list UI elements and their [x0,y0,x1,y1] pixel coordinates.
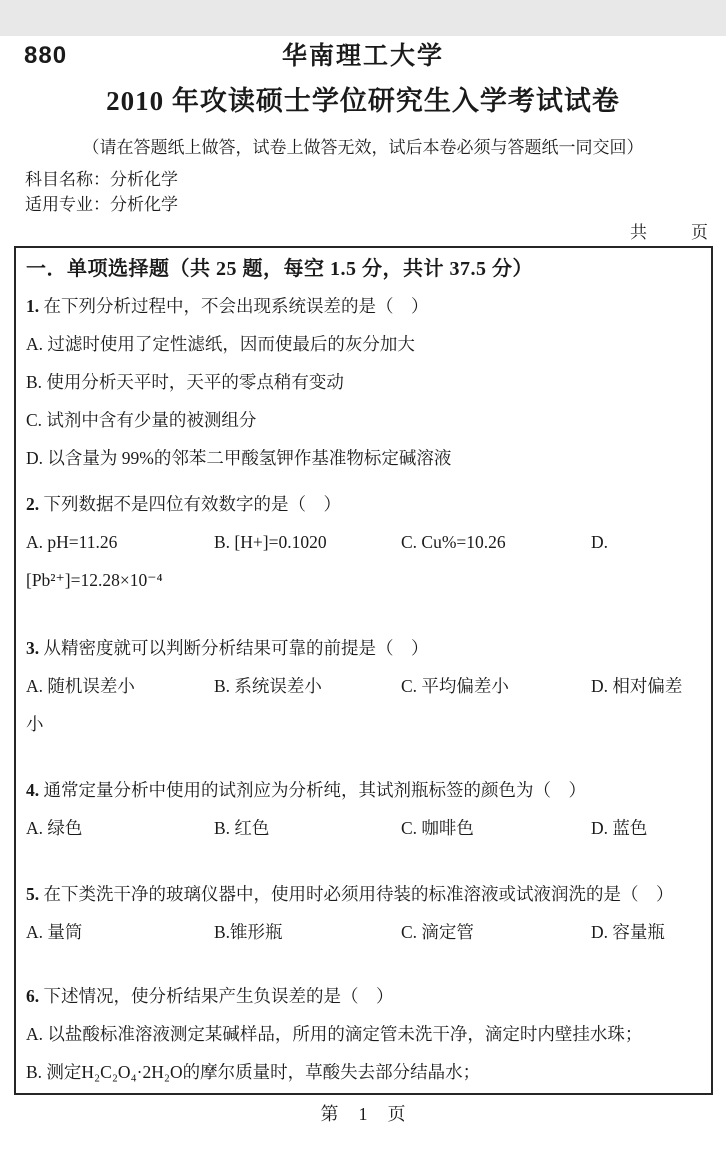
exam-title: 2010 年攻读硕士学位研究生入学考试试卷 [106,86,620,116]
option-b: B. 系统误差小 [214,676,322,696]
question-number: 4. [26,780,40,800]
question-5 [26,875,701,951]
option-a: A. 以盐酸标准溶液测定某碱样品，所用的滴定管未洗干净，滴定时内壁挂水珠； [26,1024,643,1044]
answer-sheet-notice: （请在答题纸上做答，试卷上做答无效，试后本卷必须与答题纸一同交回） [82,138,644,157]
question-number: 1. [26,296,40,316]
exam-meta [25,167,726,217]
option-a: A. 量筒 [26,922,83,942]
question-stem: 下列数据不是四位有效数字的是（ ） [39,494,341,514]
section-title: 一．单项选择题（共 25 题，每空 1.5 分，共计 37.5 分） [26,258,533,280]
total-pages-line [0,218,708,243]
question-text [26,771,701,809]
option-c: C. 咖啡色 [401,818,474,838]
question-4 [26,771,701,847]
question-1 [26,287,701,477]
option-b: B. [H+]=0.1020 [214,532,327,552]
option-a: A. 随机误差小 [26,676,135,696]
footer-suffix: 页 [387,1104,406,1124]
question-number: 6. [26,986,40,1006]
question-6 [26,977,701,1091]
option-a: A. pH=11.26 [26,532,118,552]
total-pages-suffix: 页 [691,223,708,242]
option-c: C. 试剂中含有少量的被测组分 [26,410,257,430]
subject-name-line: 科目名称：分析化学 [25,170,178,189]
footer-page-number: 1 [358,1104,368,1124]
option-b: B. 测定H₂C₂O₄·2H₂O的摩尔质量时，草酸失去部分结晶水； [26,1062,481,1082]
applicable-major-line: 适用专业：分析化学 [25,195,178,214]
question-text [26,977,701,1015]
question-text [26,287,701,325]
option-c: C. 平均偏差小 [401,676,509,696]
question-number: 3. [26,638,40,658]
option-a: A. 过滤时使用了定性滤纸，因而使最后的灰分加大 [26,334,415,354]
option-c: C. Cu%=10.26 [401,532,506,552]
university-title: 华南理工大学 [281,43,444,70]
option-d: D. 相对偏差 [591,676,683,696]
questions-border-box [14,246,713,1095]
question-stem: 通常定量分析中使用的试剂应为分析纯，其试剂瓶标签的颜色为（ ） [39,780,586,800]
question-stem: 从精密度就可以判断分析结果可靠的前提是（ ） [39,638,429,658]
footer-prefix: 第 [320,1104,339,1124]
question-number: 2. [26,494,40,514]
question-text [26,629,701,667]
question-2 [26,485,701,599]
question-3 [26,629,701,743]
option-d: D. [591,532,609,552]
option-d-wrap: 小 [26,714,44,734]
options-row [26,667,701,705]
question-stem: 下述情况，使分析结果产生负误差的是（ ） [39,986,394,1006]
option-d: D. 容量瓶 [591,922,665,942]
question-number: 5. [26,884,40,904]
question-stem: 在下类洗干净的玻璃仪器中，使用时必须用待装的标准溶液或试液润洗的是（ ） [39,884,674,904]
question-text [26,875,701,913]
option-b: B.锥形瓶 [214,922,283,942]
options-row [26,523,701,561]
option-d-formula: [Pb²⁺]=12.28×10⁻⁴ [26,570,163,590]
option-d: D. 以含量为 99%的邻苯二甲酸氢钾作基准物标定碱溶液 [26,448,452,468]
page-footer [0,1100,726,1126]
option-b: B. 使用分析天平时，天平的零点稍有变动 [26,372,344,392]
option-c: C. 滴定管 [401,922,474,942]
options-row [26,913,701,951]
question-text [26,485,701,523]
option-d: D. 蓝色 [591,818,648,838]
options-row [26,809,701,847]
question-stem: 在下列分析过程中，不会出现系统误差的是（ ） [39,296,429,316]
option-b: B. 红色 [214,818,270,838]
exam-paper-page [0,36,726,1149]
total-pages-prefix: 共 [630,223,647,242]
paper-code: 880 [24,42,68,69]
option-a: A. 绿色 [26,818,83,838]
